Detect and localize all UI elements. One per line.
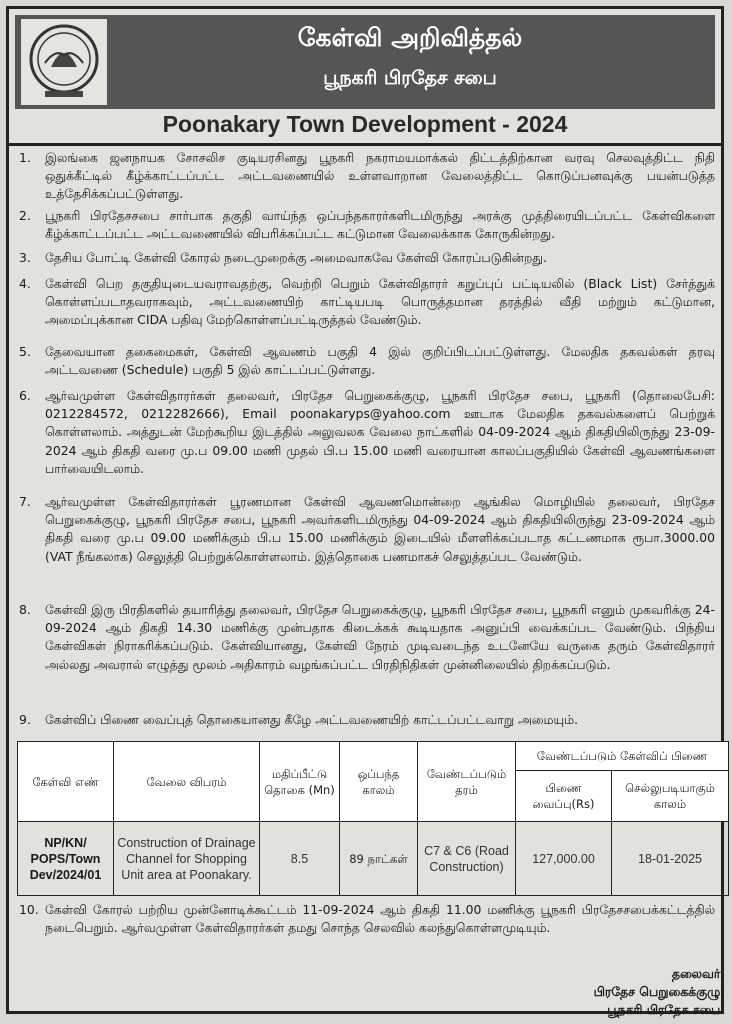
cell-estimate: 8.5 [260,822,340,896]
emblem-logo [21,19,107,105]
col-work-detail: வேலை விபரம் [114,742,260,822]
cell-grade: C7 & C6 (Road Construction) [418,822,516,896]
table-header-row [18,742,729,771]
council-name: பூநகரி பிரதேச சபை [323,67,497,89]
cell-contract-period: 89 நாட்கள் [340,822,418,896]
col-contract-period: ஒப்பந்த காலம் [340,742,418,822]
col-validity: செல்லுபடியாகும் காலம் [612,771,729,822]
cell-validity: 18-01-2025 [612,822,729,896]
notice-page: கேள்வி அறிவித்தல் பூநகரி பிரதேச சபை Poonakary Town Development - 2024 1. இலங்கை ஜனநாயக சோசலிச குடியரசினது பூநகரி நகராமயமாக்கல் திட்டத்திற்கான வரவு செலவுத்திட்ட நிதி ஒதுக்கீட்டில் கீழ்க்காட்டப்பட்ட அட்டவணையில் உள்ளவாறான வேலைத்திட்ட கொடுப்பனவுக்கு பயன்படுத்த உத்தேசிக்கப்பட்டுள்ளது. 2. பூநகரி பிரதேசசபை சார்பாக தகுதி வாய்ந்த ஒப்பந்தகாரர்களிடமிருந்து அரக்கு முத்திரையிடப்பட்ட கேள்விகளை கீழ்க்காட்டப்பட்ட அட்டவணையில் விபரிக்கப்பட்ட கட்டுமான வேலைக்காக கோருகின்றது. 3. தேசிய போட்டி கேள்வி கோரல் நடைமுறைக்கு அமைவாகவே கேள்வி கோரப்படுகின்றது. 4. கேள்வி பெற தகுதியுடையவராவதற்கு, வெற்றி பெறும் கேள்விதாரர் கறுப்புப் பட்டியலில் (Black List) சேர்த்துக் கொள்ளப்படாதவராகவும், அட்டவணையிற் காட்டியபடி பொருத்தமான தரத்தில் வீதி மற்றும் கட்டுமான, அமைப்புக்கான CIDA பதிவு மேற்கொள்ளப்பட்டிருத்தல் வேண்டும். 5. தேவையான தகைமைகள், கேள்வி ஆவணம் பகுதி 4 இல் குறிப்பிடப்பட்டுள்ளது. மேலதிக தகவல்கள் தரவு அட்டவணை (Schedule) பகுதி 5 இல் காட்டப்பட்டுள்ளது. 6. ஆர்வமுள்ள கேள்விதாரர்கள் தலைவர், பிரதேச பெறுகைக்குழு, பூநகரி பிரதேச சபை, பூநகரி (தொலைபேசி: 0212284572, 0212282666), Email poonakaryps@yahoo.com ஊடாக மேலதிக தகவல்களைப் பெற்றுக் கொள்ளலாம். அத்துடன் மேற்கூறிய இடத்தில் அலுவலக வேலை நாட்களில் 04-09-2024 ஆம் திகதியிலிருந்து 23-09-2024 ஆம் திகதி வரை மு.ப 09.00 மணி முதல் பி.ப 15.00 மணி வரையான காலப்பகுதியில் கேள்வி ஆவணங்களை பார்வையிடலாம். 7. ஆர்வமுள்ள கேள்விதாரர்கள் பூரணமான கேள்வி ஆவணமொன்றை ஆங்கில மொழியில் தலைவர், பிரதேச பெறுகைக்குழு, பூநகரி பிரதேச சபை, பூநகரி அவர்களிடமிருந்து 04-09-2024 ஆம் திகதியிலிருந்து 23-09-2024 ஆம் திகதி வரை மு.ப 09.00 மணிக்கும் பி.ப 15.00 மணிக்கும் இடையில் மீளளிக்கப்படாத கட்டணமாக ரூபா.3000.00 (VAT நீங்கலாக) செலுத்தி பெற்றுக்கொள்ளலாம். இத்தொகை பணமாகச் செலுத்தப்பட வேண்டும். 8. கேள்வி இரு பிரதிகளில் தயாரித்து தலைவர், பிரதேச பெறுகைக்குழு, பூநகரி பிரதேச சபை, பூநகரி எனும் முகவரிக்கு 24-09-2024 ஆம் திகதி 14.30 மணிக்கு முன்பதாக கிடைக்கக் கூடியதாக அனுப்பி வைக்கப்பட வேண்டும். பிந்திய கேள்விகள் நிராகரிக்கப்படும். கேள்வியானது, கேள்வி நேரம் முடிவடைந்த உடனேயே வருகை தரும் கேள்விதாரர் அல்லது அவரால் எழுத்து மூலம் அதிகாரம் வழங்கப்பட்ட பிரதிநிதிகள் முன்னிலையில் திறக்கப்படும். 9. கேள்விப் பிணை வைப்புத் தொகையானது கீழே அட்டவணையிற் காட்டப்பட்டவாறு அமையும். கேள்வி எண் வேலை விபரம் மதிப்பீட்டு தொகை (Mn) ஒப்பந்த காலம் வேண்டப்படும் தரம் வேண்டப்படும் கேள்விப் பிணை பிணை வைப்பு(Rs) செல்லுபடியாகும் காலம் NP/KN/ POPS/Town Dev/2024/01 Construction of Drainage Channel for Shopping Unit area at Poonakary. 8.5 89 நாட்கள் C7 & C6 (Road Construction) 127,000.00 18-01-2025 10. கேள்வி கோரல் பற்றிய முன்னோடிக்கூட்டம் 11-09-2024 ஆம் திகதி 11.00 மணிக்கு பூநகரி பிரதேசசபைக்கட்டத்தில் நடைபெறும். ஆர்வமுள்ள கேள்விதாரர்கள் தமது சொந்த செலவில் கலந்துகொள்ளமுடியும். தலைவர், பிரதேச பெறுகைக்குழு, பூநகரி பிரதேச சபை. [6,6,724,1014]
notice-header [15,15,715,109]
col-estimate: மதிப்பீட்டு தொகை (Mn) [260,742,340,822]
signatory-council: பூநகரி பிரதேச சபை. [607,1002,725,1017]
cell-work-detail: Construction of Drainage Channel for Shopping Unit area at Poonakary. [114,822,260,896]
signatory-committee: பிரதேச பெறுகைக்குழு, [593,984,725,999]
col-bid-deposit: பிணை வைப்பு(Rs) [516,771,612,822]
col-tender-no: கேள்வி எண் [18,742,114,822]
col-bid-security: வேண்டப்படும் கேள்விப் பிணை [516,742,729,771]
signature-block [509,965,725,1019]
pradeshiya-sabha-emblem-icon [21,19,107,105]
cell-tender-no: NP/KN/ POPS/Town Dev/2024/01 [18,822,114,896]
table-row [18,822,729,896]
notice-title: கேள்வி அறிவித்தல் [297,23,523,52]
signatory-title: தலைவர், [671,966,725,981]
cell-bid-deposit: 127,000.00 [516,822,612,896]
project-title: Poonakary Town Development - 2024 [162,111,568,137]
col-grade: வேண்டப்படும் தரம் [418,742,516,822]
tender-schedule-table [17,741,729,896]
divider [9,143,721,146]
